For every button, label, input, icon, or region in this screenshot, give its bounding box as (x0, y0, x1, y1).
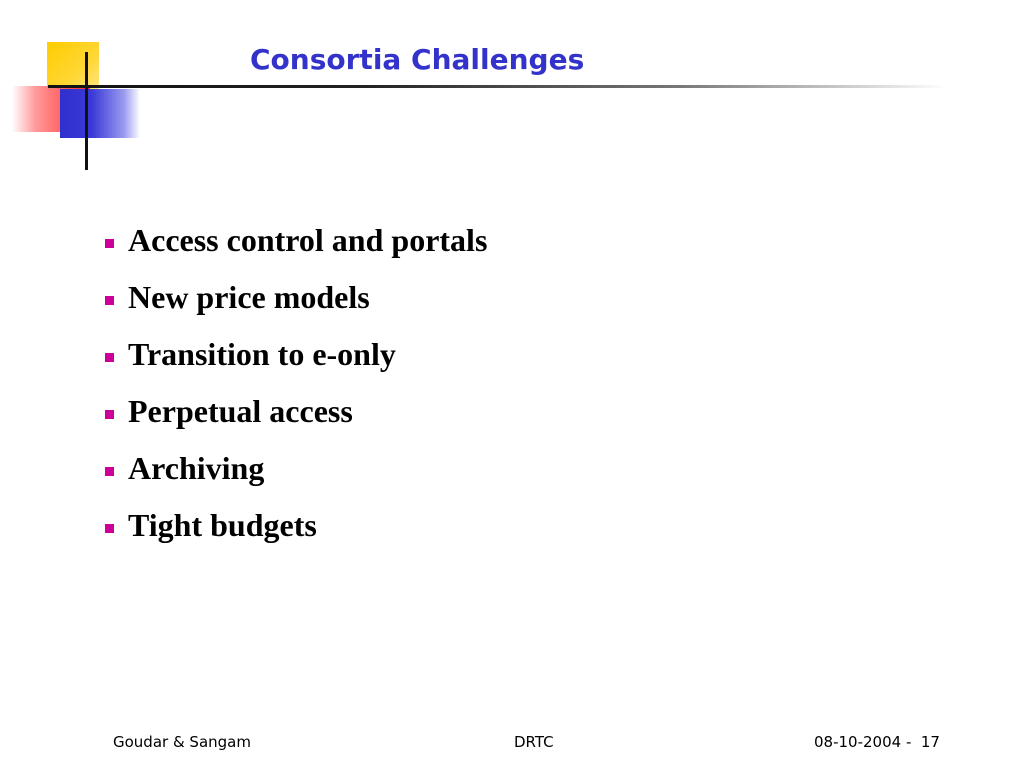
bullet-item (105, 212, 487, 269)
bullet-text: Access control and portals (128, 222, 488, 258)
logo-yellow-square (47, 42, 99, 90)
bullet-item (105, 383, 487, 440)
bullet-text: Perpetual access (128, 393, 353, 429)
bullet-marker-icon (105, 239, 114, 248)
bullet-marker-icon (105, 410, 114, 419)
logo-vertical-line (85, 52, 88, 170)
slide-title: Consortia Challenges (250, 43, 585, 76)
footer-organization: DRTC (514, 733, 554, 751)
footer-date-page-number: 08-10-2004 - 17 (814, 733, 940, 751)
bullet-text: Archiving (128, 450, 265, 486)
bullet-text: New price models (128, 279, 370, 315)
title-underline (48, 85, 948, 88)
footer-authors: Goudar & Sangam (113, 733, 251, 751)
bullet-item (105, 497, 487, 554)
bullet-item (105, 326, 487, 383)
logo-blue-square (60, 89, 140, 138)
bullet-item (105, 269, 487, 326)
bullet-marker-icon (105, 524, 114, 533)
bullet-marker-icon (105, 467, 114, 476)
bullet-text: Transition to e-only (128, 336, 396, 372)
bullet-text: Tight budgets (128, 507, 317, 543)
bullet-marker-icon (105, 296, 114, 305)
bullet-marker-icon (105, 353, 114, 362)
bullet-list (105, 212, 487, 554)
bullet-item (105, 440, 487, 497)
